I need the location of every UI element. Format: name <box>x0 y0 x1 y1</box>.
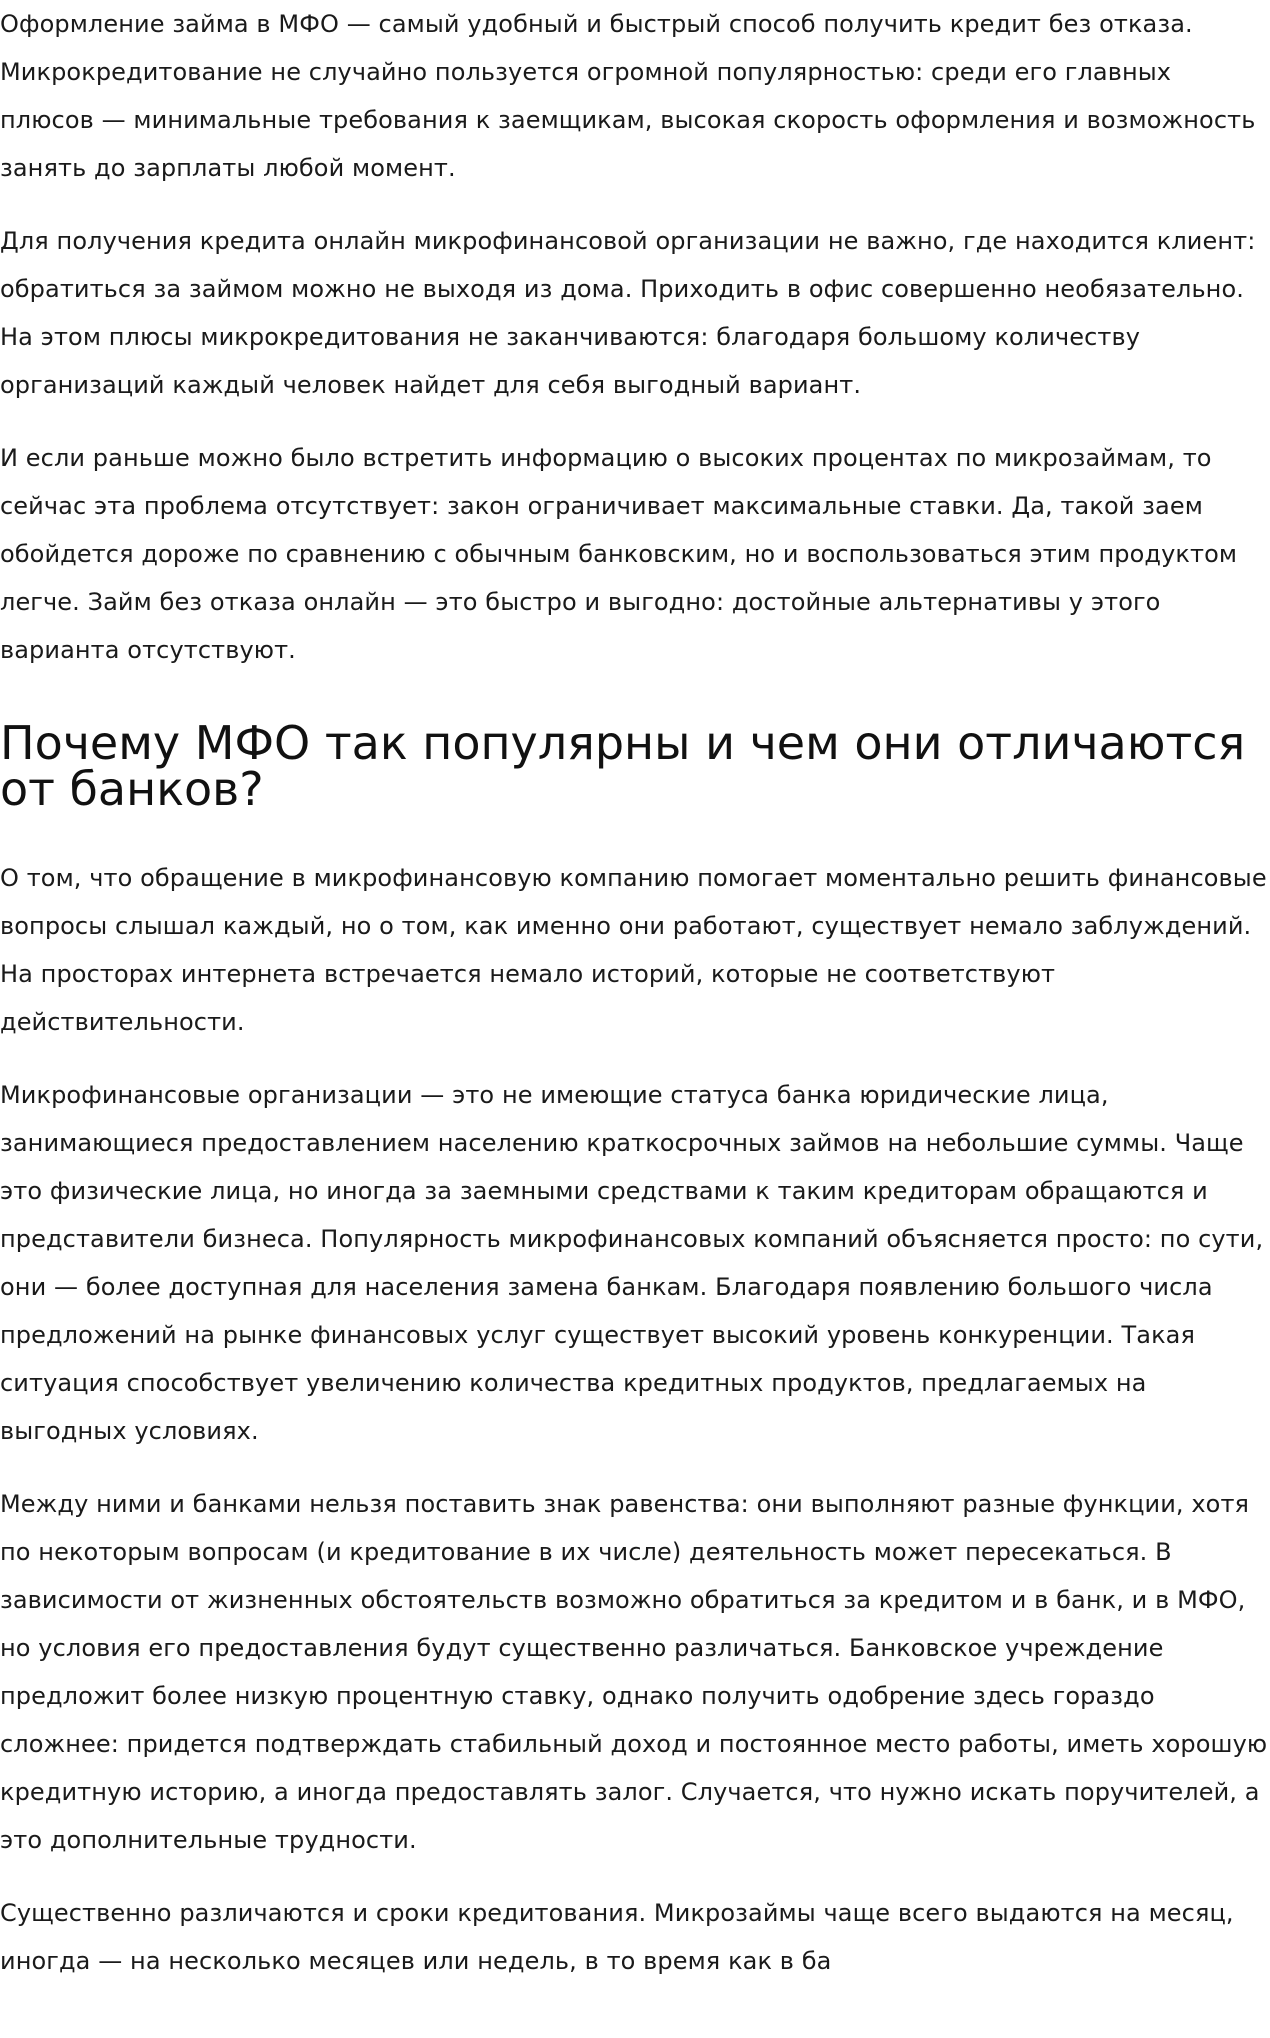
intro-paragraph-1: Оформление займа в МФО — самый удобный и быстрый способ получить кредит без отказа. Микрокредитование не случайно пользуется огромной популярностью: среди его главных плюсов — минимальные требования к заемщикам, высокая скорость оформления и возможность занять до зарплаты любой момент. <box>0 10 1256 182</box>
section-paragraph-2: Микрофинансовые организации — это не имеющие статуса банка юридические лица, занимающиеся предоставлением населению краткосрочных займов на небольшие суммы. Чаще это физические лица, но иногда за заемными средствами к таким кредиторам обращаются и представители бизнеса. Популярность микрофинансовых компаний объясняется просто: по сути, они — более доступная для населения замена банкам. Благодаря появлению большого числа предложений на рынке финансовых услуг существует высокий уровень конкуренции. Такая ситуация способствует увеличению количества кредитных продуктов, предлагаемых на выгодных условиях. <box>0 1081 1264 1445</box>
intro-paragraph-2: Для получения кредита онлайн микрофинансовой организации не важно, где находится клиент: обратиться за займом можно не выходя из дома. Приходить в офис совершенно необязательно. На этом плюсы микрокредитования не заканчиваются: благодаря большому количеству организаций каждый человек найдет для себя выгодный вариант. <box>0 227 1256 399</box>
intro-paragraph-3: И если раньше можно было встретить информацию о высоких процентах по микрозаймам, то сейчас эта проблема отсутствует: закон ограничивает максимальные ставки. Да, такой заем обойдется дороже по сравнению с обычным банковским, но и воспользоваться этим продуктом легче. Займ без отказа онлайн — это быстро и выгодно: достойные альтернативы у этого варианта отсутствуют. <box>0 444 1238 664</box>
section-paragraph-1: О том, что обращение в микрофинансовую компанию помогает моментально решить финансовые вопросы слышал каждый, но о том, как именно они работают, существует немало заблуждений. На просторах интернета встречается немало историй, которые не соответствуют действительности. <box>0 864 1267 1036</box>
section-paragraph-4: Существенно различаются и сроки кредитования. Микрозаймы чаще всего выдаются на месяц, иногда — на несколько месяцев или недель, в то время как в ба <box>0 1899 1234 1975</box>
section-paragraph-3: Между ними и банками нельзя поставить знак равенства: они выполняют разные функции, хотя по некоторым вопросам (и кредитование в их числе) деятельность может пересекаться. В зависимости от жизненных обстоятельств возможно обратиться за кредитом и в банк, и в МФО, но условия его предоставления будут существенно различаться. Банковское учреждение предложит более низкую процентную ставку, однако получить одобрение здесь гораздо сложнее: придется подтверждать стабильный доход и постоянное место работы, иметь хорошую кредитную историю, а иногда предоставлять залог. Случается, что нужно искать поручителей, а это дополнительные трудности. <box>0 1490 1268 1854</box>
section-heading: Почему МФО так популярны и чем они отличаются от банков? <box>0 716 1246 816</box>
